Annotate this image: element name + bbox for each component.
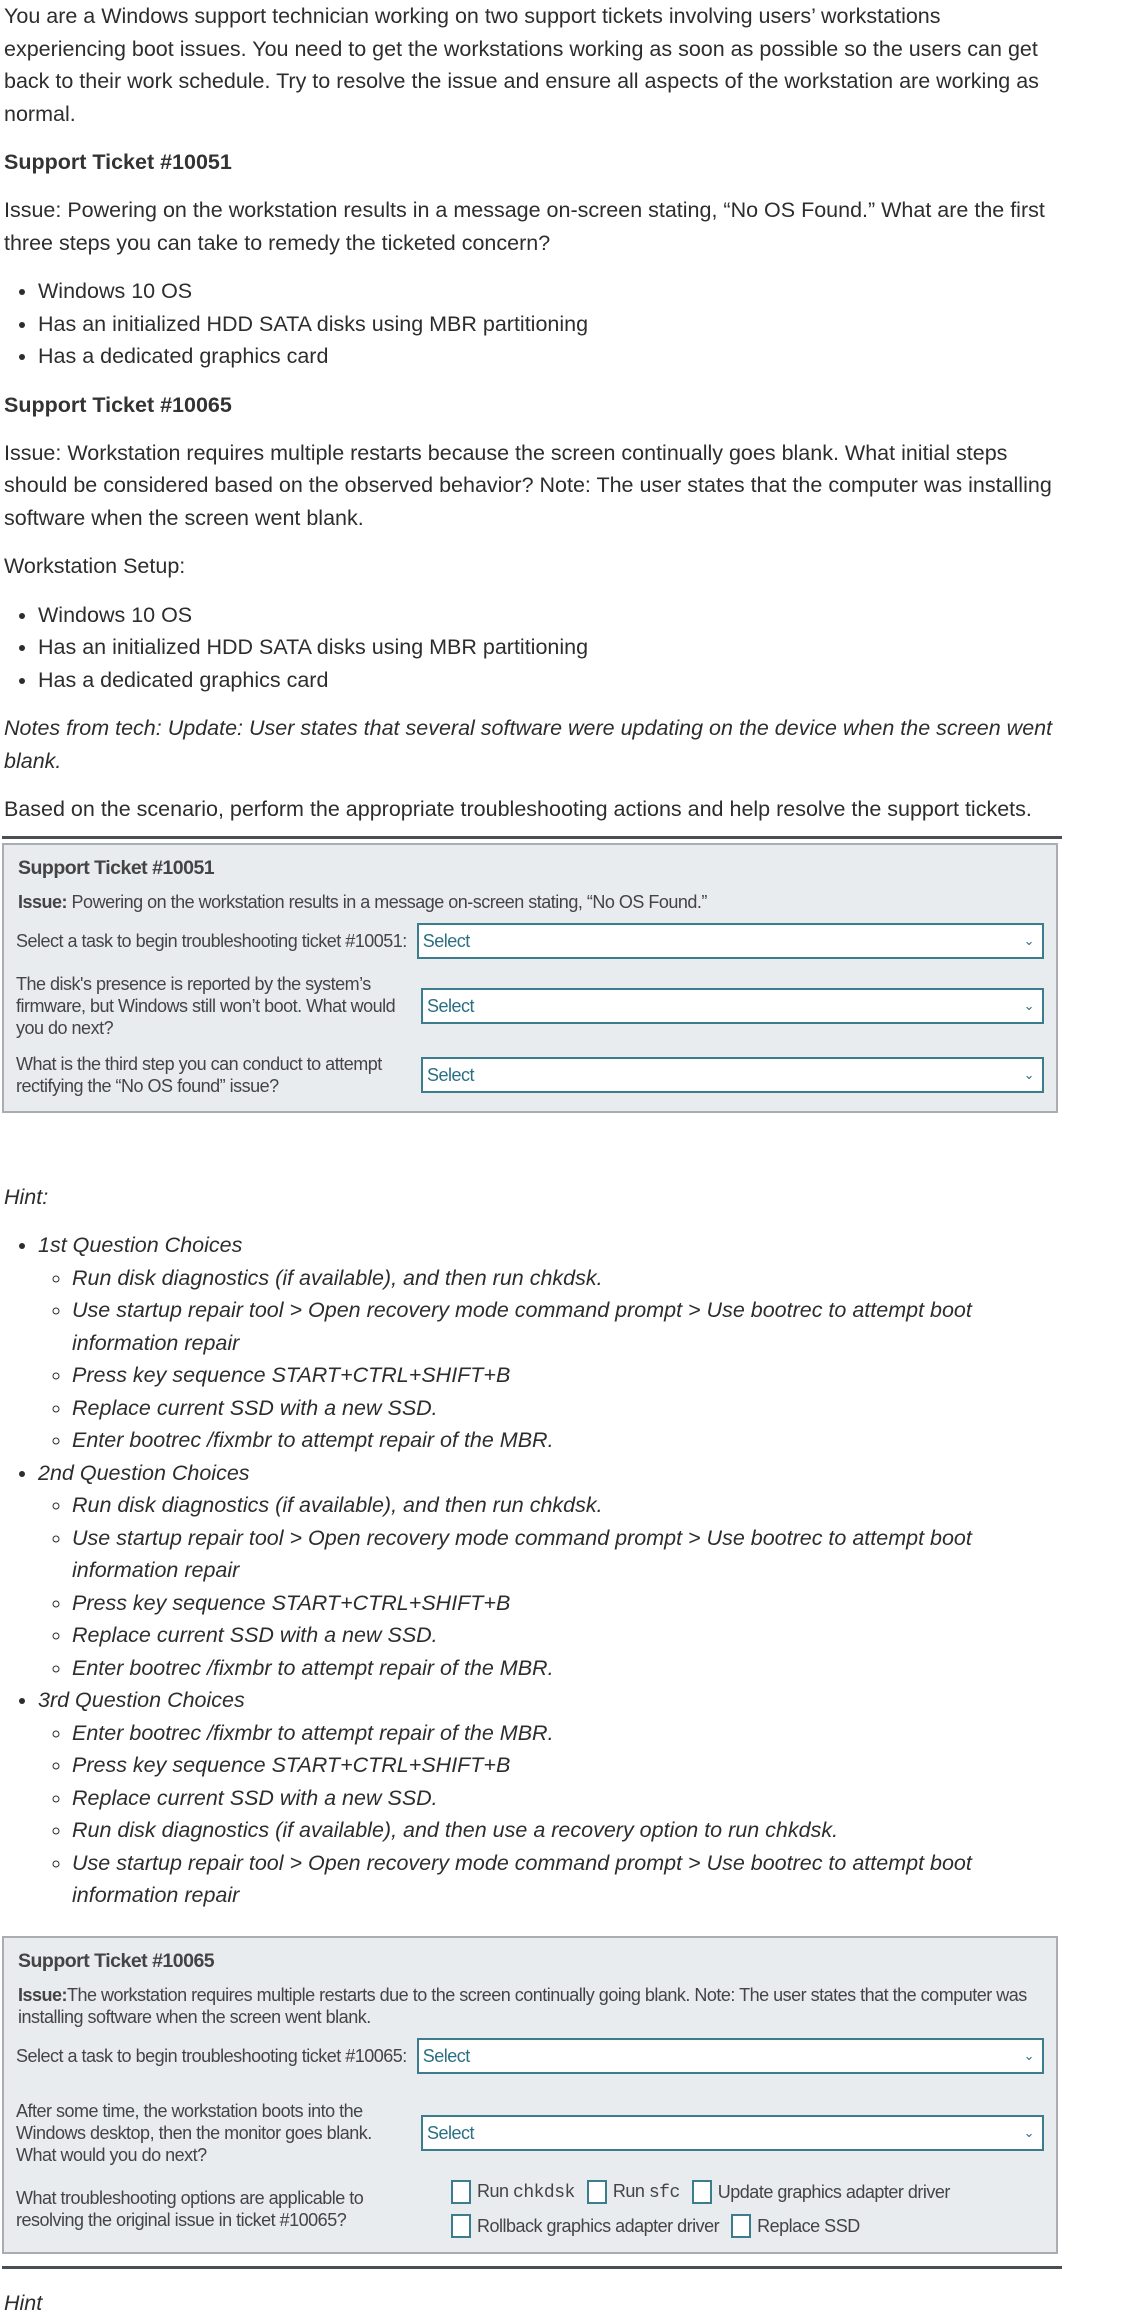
option-label [613,2180,680,2204]
list-item: • Has a dedicated graphics card [38,664,1064,697]
ticket2-issue: Issue: Workstation requires multiple restarts because the screen continually goes blank. What initial steps should be considered based on the observed behavior? Note: The user states that the computer was installing software when the screen went blank. [4,437,1064,535]
list-item: • Has an initialized HDD SATA disks using MBR partitioning [38,308,1064,341]
hint-choice: ◦ Run disk diagnostics (if available), and then run chkdsk. [72,1262,1064,1295]
ticket2-setup-list [4,599,1064,697]
select-value: Select [427,2122,474,2144]
checkbox[interactable] [587,2180,607,2204]
chevron-down-icon: ⌄ [1024,2045,1034,2067]
hint-group-title: 1st Question Choices [38,1233,242,1257]
setup-label: Workstation Setup: [4,550,1064,583]
hint-choice: ◦ Use startup repair tool > Open recovery mode command prompt > Use bootrec to attempt boot information repair [72,1522,1064,1587]
hint-choice: ◦ Replace current SSD with a new SSD. [72,1782,1064,1815]
question-label: The disk's presence is reported by the system’s firmware, but Windows still won’t boot. What would you do next? [16,973,411,1039]
hint-choices [38,1717,1064,1912]
instruction-text: Based on the scenario, perform the appropriate troubleshooting actions and help resolve the support tickets. [4,793,1064,826]
option-text: Run [613,2181,649,2201]
hint-choice: ◦ Press key sequence START+CTRL+SHIFT+B [72,1587,1064,1620]
issue-label: Issue: [18,892,67,912]
hint-choices [38,1489,1064,1684]
ticket2-heading: Support Ticket #10065 [4,389,1064,421]
panel-title: Support Ticket #10051 [18,857,1044,879]
ticket1-setup-list [4,275,1064,373]
hint-choices [38,1262,1064,1457]
option-run-chkdsk[interactable] [451,2180,575,2204]
task-select-2[interactable] [421,2115,1044,2151]
hint-group [38,1229,1064,1457]
task-select-1[interactable] [417,923,1044,959]
option-text: Rollback graphics adapter driver [477,2215,719,2237]
option-text: Replace SSD [757,2215,860,2237]
divider [2,836,1062,839]
select-value: Select [423,930,470,952]
ticket-10065-panel [2,1936,1058,2254]
question-row [16,1053,1044,1097]
select-value: Select [427,995,474,1017]
hint-choice: ◦ Press key sequence START+CTRL+SHIFT+B [72,1749,1064,1782]
hint-choice: ◦ Enter bootrec /fixmbr to attempt repair of the MBR. [72,1652,1064,1685]
hint2-label: Hint [0,2287,1068,2319]
hint-choice: ◦ Run disk diagnostics (if available), and then use a recovery option to run chkdsk. [72,1814,1064,1847]
panel-title: Support Ticket #10065 [18,1950,1044,1972]
hint-group-title: 3rd Question Choices [38,1688,245,1712]
hint-choice: ◦ Enter bootrec /fixmbr to attempt repair of the MBR. [72,1424,1064,1457]
panel-issue [18,891,1044,913]
list-item: • Has a dedicated graphics card [38,340,1064,373]
question-row [16,923,1044,959]
issue-text: The workstation requires multiple restarts due to the screen continually going blank. Note: The user states that the computer was installing software when the screen went blank. [18,1985,1027,2027]
chevron-down-icon: ⌄ [1024,995,1034,1017]
option-run-sfc[interactable] [587,2180,680,2204]
question-row [16,2038,1044,2074]
ticket-10051-panel [2,843,1058,1113]
intro-text: You are a Windows support technician working on two support tickets involving users’ workstations experiencing boot issues. You need to get the workstations working as soon as possible so the users can get back to their work schedule. Try to resolve the issue and ensure all aspects of the workstation are working as normal. [4,0,1064,130]
chevron-down-icon: ⌄ [1024,2122,1034,2144]
option-text: Run [477,2181,513,2201]
hint-section [0,1181,1068,1912]
chevron-down-icon: ⌄ [1024,930,1034,952]
checkbox[interactable] [692,2180,712,2204]
page-content [0,0,1068,826]
hint-choice: ◦ Enter bootrec /fixmbr to attempt repair of the MBR. [72,1717,1064,1750]
hint-group [38,1684,1064,1912]
option-code: chkdsk [513,2183,575,2203]
question-label: After some time, the workstation boots into the Windows desktop, then the monitor goes blank. What would you do next? [16,2100,411,2166]
list-item: • Windows 10 OS [38,275,1064,308]
select-value: Select [427,1064,474,1086]
option-update-driver[interactable] [692,2180,950,2204]
hint-label: Hint: [4,1181,1064,1214]
select-value: Select [423,2045,470,2067]
ticket1-issue: Issue: Powering on the workstation results in a message on-screen stating, “No OS Found.” What are the first three steps you can take to remedy the ticketed concern? [4,194,1064,259]
issue-text: Powering on the workstation results in a message on-screen stating, “No OS Found.” [72,892,707,912]
hint-list [4,1229,1064,1912]
hint-group [38,1457,1064,1685]
hint-choice: ◦ Press key sequence START+CTRL+SHIFT+B [72,1359,1064,1392]
hint-choice: ◦ Run disk diagnostics (if available), and then run chkdsk. [72,1489,1064,1522]
panel-issue [18,1984,1044,2028]
chevron-down-icon: ⌄ [1024,1064,1034,1086]
hint-choice: ◦ Use startup repair tool > Open recovery mode command prompt > Use bootrec to attempt boot information repair [72,1294,1064,1359]
list-item: • Windows 10 OS [38,599,1064,632]
question-label: What is the third step you can conduct to attempt rectifying the “No OS found” issue? [16,1053,411,1097]
checkbox[interactable] [451,2180,471,2204]
task-select-3[interactable] [421,1057,1044,1093]
options-checkboxes [451,2180,1044,2238]
task-select-2[interactable] [421,988,1044,1024]
ticket1-heading: Support Ticket #10051 [4,146,1064,178]
hint-choice: ◦ Replace current SSD with a new SSD. [72,1619,1064,1652]
hint-choice: ◦ Replace current SSD with a new SSD. [72,1392,1064,1425]
hint-choice: ◦ Use startup repair tool > Open recovery mode command prompt > Use bootrec to attempt boot information repair [72,1847,1064,1912]
question-label: What troubleshooting options are applicable to resolving the original issue in ticket #10065? [16,2187,411,2231]
divider [2,2266,1062,2269]
question-row [16,973,1044,1039]
task-select-1[interactable] [417,2038,1044,2074]
list-item: • Has an initialized HDD SATA disks using MBR partitioning [38,631,1064,664]
tech-notes: Notes from tech: Update: User states that several software were updating on the device when the screen went blank. [4,712,1064,777]
question-row [16,2100,1044,2166]
question-label: Select a task to begin troubleshooting ticket #10065: [16,2045,407,2067]
issue-label: Issue: [18,1985,67,2005]
question-label: Select a task to begin troubleshooting ticket #10051: [16,930,407,952]
option-text: Update graphics adapter driver [718,2181,950,2203]
question-row [16,2180,1044,2238]
option-code: sfc [649,2183,680,2203]
hint-group-title: 2nd Question Choices [38,1461,250,1485]
option-label [477,2180,575,2204]
